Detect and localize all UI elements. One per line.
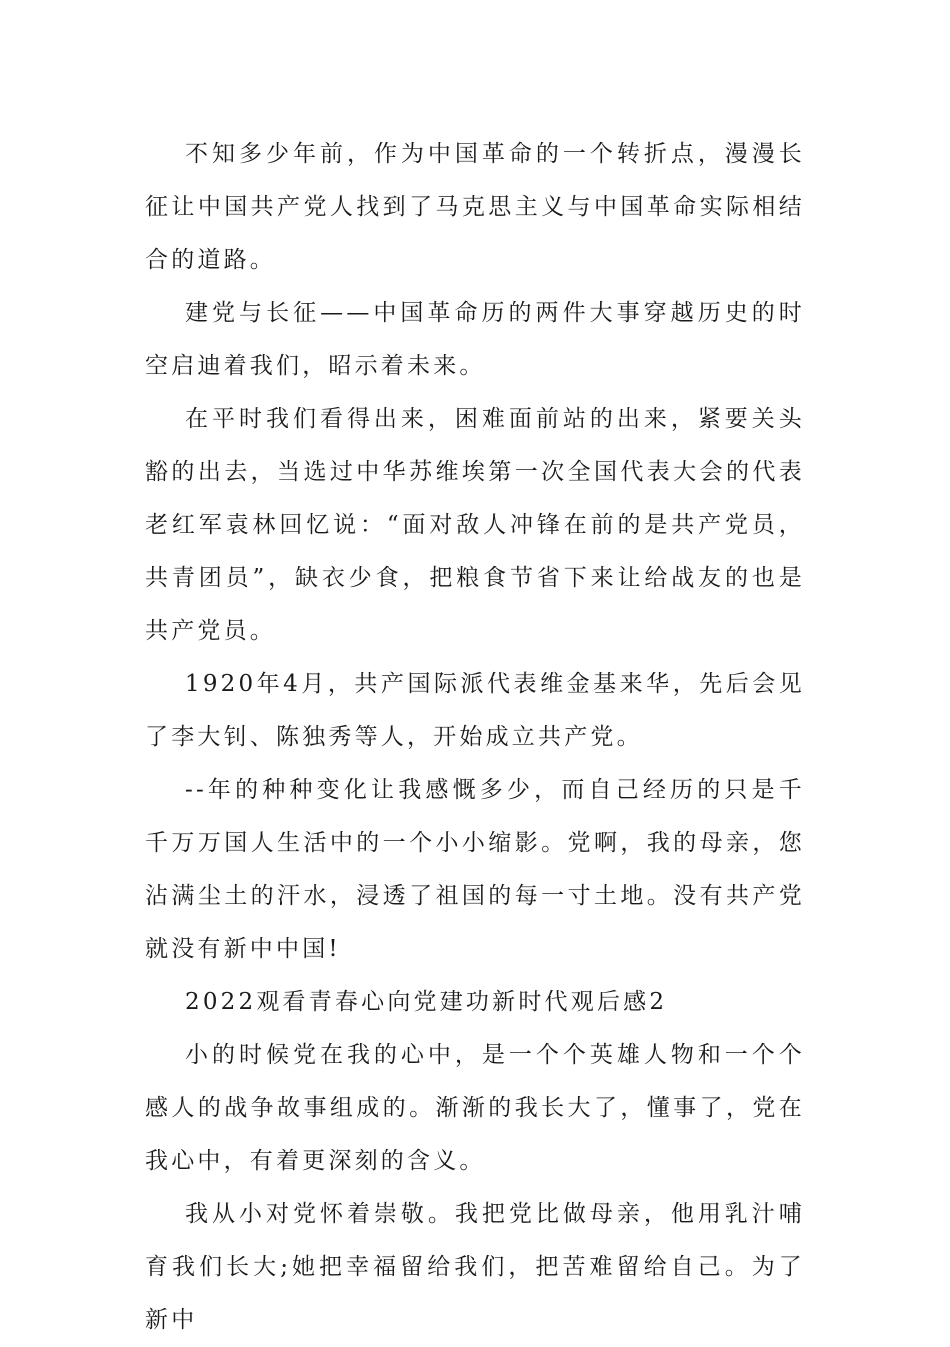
document-page bbox=[145, 128, 805, 1347]
section-heading: 2022观看青春心向党建功新时代观后感2 bbox=[185, 989, 668, 1015]
paragraph-7: 我从小对党怀着崇敬。我把党比做母亲，他用乳汁哺育我们长大;她把幸福留给我们，把苦难留给自己。为了新中 bbox=[145, 1201, 805, 1333]
paragraph-1: 不知多少年前，作为中国革命的一个转折点，漫漫长征让中国共产党人找到了马克思主义与中国革命实际相结合的道路。 bbox=[145, 141, 805, 273]
paragraph-6: 小的时候党在我的心中，是一个个英雄人物和一个个感人的战争故事组成的。渐渐的我长大了，懂事了，党在我心中，有着更深刻的含义。 bbox=[145, 1042, 805, 1174]
paragraph-3: 在平时我们看得出来，困难面前站的出来，紧要关头豁的出去，当选过中华苏维埃第一次全国代表大会的代表老红军袁林回忆说：“面对敌人冲锋在前的是共产党员，共青团员”，缺衣少食，把粮食节省下来让给战友的也是共产党员。 bbox=[145, 406, 805, 644]
paragraph-2: 建党与长征——中国革命历的两件大事穿越历史的时空启迪着我们，昭示着未来。 bbox=[145, 300, 805, 379]
paragraph-5: --年的种种变化让我感慨多少，而自己经历的只是千千万万国人生活中的一个小小缩影。党啊，我的母亲，您沾满尘土的汗水，浸透了祖国的每一寸土地。没有共产党就没有新中中国! bbox=[145, 777, 805, 962]
paragraph-4: 1920年4月，共产国际派代表维金基来华，先后会见了李大钊、陈独秀等人，开始成立共产党。 bbox=[145, 671, 805, 750]
